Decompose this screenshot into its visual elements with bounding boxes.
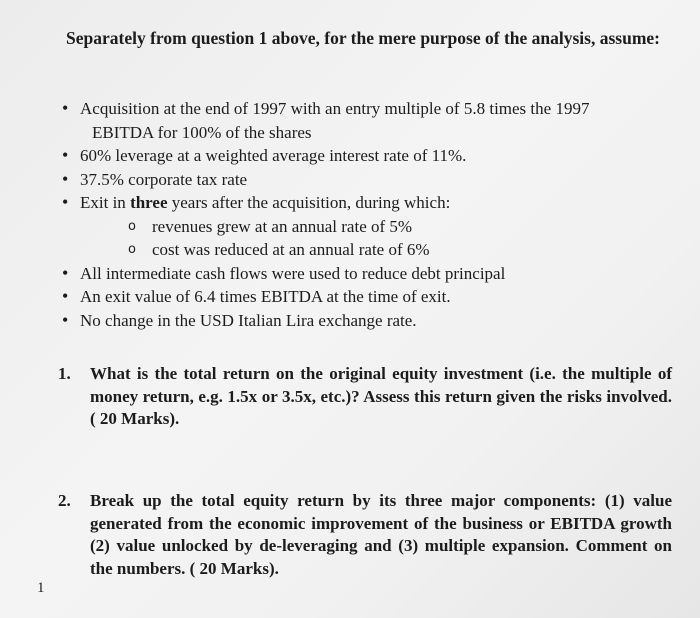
assumptions-list — [62, 97, 672, 332]
bullet-leverage — [62, 144, 672, 168]
bullet-marker: • — [62, 98, 69, 118]
bullet-text-continued: EBITDA for 100% of the shares — [92, 122, 312, 142]
bullet-cash-flows — [62, 262, 672, 286]
bullet-tax-rate — [62, 168, 672, 192]
sub-bullet-revenues — [62, 215, 672, 239]
question-text: What is the total return on the original equity investment (i.e. the multiple of money return, e.g. 1.5x or 3.5x, etc.)? Assess this return given the risks involved.( 20 Marks). — [90, 364, 672, 428]
bullet-marker: • — [62, 286, 69, 306]
bullet-text: An exit value of 6.4 times EBITDA at the time of exit. — [80, 287, 451, 306]
bullet-marker: • — [62, 145, 69, 165]
bullet-text: No change in the USD Italian Lira exchange rate. — [80, 310, 417, 330]
sub-bullet-text: revenues grew at an annual rate of 5% — [152, 216, 413, 236]
question-2 — [58, 490, 672, 580]
bullet-text-bold: three — [130, 193, 168, 212]
bullet-marker: • — [62, 262, 69, 283]
question-number: 2. — [58, 491, 71, 510]
bullet-marker: • — [62, 192, 69, 212]
bullet-text: All intermediate cash flows were used to reduce debt principal — [80, 263, 506, 283]
bullet-marker: • — [62, 168, 69, 189]
bullet-text: 60% leverage at a weighted average interest rate of 11%. — [80, 146, 467, 165]
sub-bullet-cost — [62, 238, 672, 262]
sub-bullet-text: cost was reduced at an annual rate of 6% — [152, 240, 430, 259]
bullet-exchange-rate — [62, 309, 672, 333]
question-text: Break up the total equity return by its three major components: (1) value generated from the economic improvement of the business or EBITDA growth (2) value unlocked by de-leveraging and (3) multiple expansion. Comment on the numbers. ( 20 Marks). — [90, 491, 672, 578]
bullet-text: 37.5% corporate tax rate — [80, 169, 248, 189]
intro-heading: Separately from question 1 above, for the mere purpose of the analysis, assume: — [66, 28, 661, 48]
page-number: 1 — [37, 580, 45, 596]
bullet-marker: • — [62, 309, 69, 330]
question-number: 1. — [58, 364, 71, 383]
bullet-text-pre: Exit in — [80, 193, 131, 212]
question-1 — [58, 363, 672, 431]
sub-bullet-marker: o — [128, 242, 136, 257]
bullet-exit-value — [62, 285, 672, 309]
bullet-acquisition — [62, 97, 672, 144]
sub-bullet-marker: o — [128, 218, 136, 234]
bullet-text: Acquisition at the end of 1997 with an entry multiple of 5.8 times the 1997 — [80, 99, 590, 118]
bullet-text-post: years after the acquisition, during which: — [167, 193, 451, 212]
bullet-exit-years — [62, 191, 672, 215]
